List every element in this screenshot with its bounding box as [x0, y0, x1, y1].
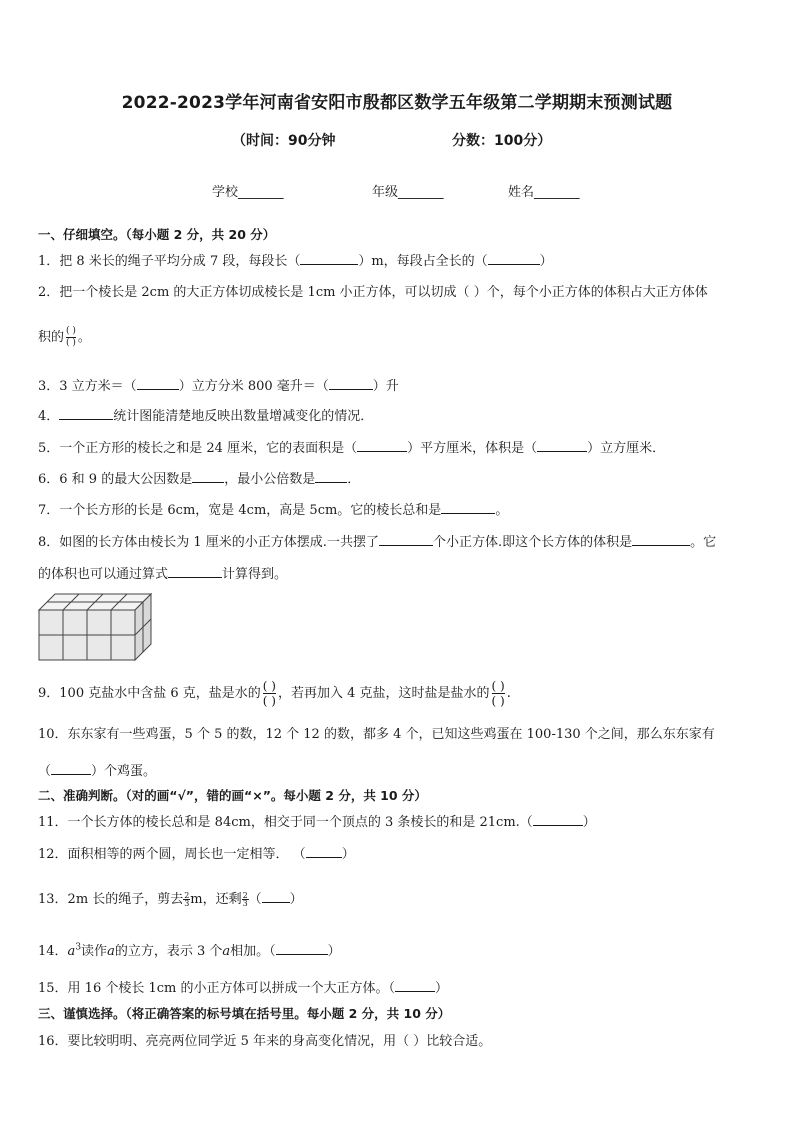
q6-text-a: 6．6 和 9 的最大公因数是 [38, 472, 193, 487]
q14-text-a: 14． [38, 944, 68, 959]
grade-field: 年级_______ [372, 185, 444, 200]
q8-blank-1 [379, 533, 433, 546]
q2-text-c: 。 [77, 330, 91, 345]
question-13 [38, 888, 303, 907]
q13-fraction-2 [242, 892, 249, 907]
q14-var-b: a [107, 944, 115, 959]
question-3 [38, 375, 399, 394]
q4-blank [59, 407, 113, 420]
q7-text-a: 7．一个长方形的长是 6cm，宽是 4cm，高是 5cm。它的棱长总和是 [38, 503, 442, 518]
q5-text-b: ）平方厘米，体积是（ [407, 441, 538, 456]
question-4 [38, 405, 373, 424]
q14-var-c: a [222, 944, 231, 959]
section-heading-3: 三、谨慎选择。（将正确答案的标号填在括号里。每小题 2 分，共 10 分） [38, 1006, 451, 1021]
q1-blank-1 [300, 252, 358, 265]
q9-frac1-num: ( ) [262, 679, 276, 693]
question-8 [38, 531, 716, 550]
q7-blank [441, 501, 495, 514]
question-5 [38, 437, 665, 456]
q9-fraction-2 [492, 680, 505, 707]
q8-text-b: 个小正方体.即这个长方体的体积是 [432, 535, 633, 550]
question-9 [38, 680, 511, 707]
q9-frac2-den: ( ) [491, 694, 505, 708]
name-field: 姓名_______ [508, 185, 580, 200]
time-limit: （时间：90分钟 [232, 133, 336, 149]
q3-text-c: ）升 [372, 379, 399, 394]
q15-text-a: 15．用 16 个棱长 1cm 的小正方体可以拼成一个大正方体。（ [38, 981, 395, 996]
question-2: 2．把一个棱长是 2cm 的大正方体切成棱长是 1cm 小正方体，可以切成（ ）个，每个小正方体的体积占大正方体体 [38, 285, 708, 300]
q1-text-b: ）m，每段占全长的（ [358, 254, 488, 269]
q10-text-b: （ [38, 764, 52, 779]
q14-text-c: 的立方，表示 3 个 [114, 944, 223, 959]
q1-text-c: ） [539, 254, 553, 269]
q15-text-b: ） [435, 981, 449, 996]
q14-text-d: 相加。（ [230, 944, 276, 959]
q8-blank-2 [632, 533, 690, 546]
q8-blank-3 [168, 565, 222, 578]
q2-frac-den: ( ) [66, 338, 76, 348]
q12-text-a: 12．面积相等的两个圆，周长也一定相等． （ [38, 847, 306, 862]
q7-text-b: 。 [495, 503, 509, 518]
total-score: 分数：100分） [452, 133, 552, 149]
q9-text-a: 9．100 克盐水中含盐 6 克，盐是水的 [38, 686, 261, 701]
q13-frac1-num: 2 [184, 890, 190, 900]
q13-frac1-den: 3 [184, 899, 190, 908]
q13-text-b: m，还剩 [190, 892, 242, 907]
question-7 [38, 499, 508, 518]
q2-fraction [66, 327, 76, 348]
question-1 [38, 250, 553, 269]
q6-blank-1 [192, 470, 224, 483]
q11-text-b: ） [582, 815, 596, 830]
q13-text-c: （ [248, 892, 262, 907]
q12-blank [306, 845, 342, 858]
q3-text-b: ）立方分米 800 毫升＝（ [178, 379, 329, 394]
q3-text-a: 3．3 立方米＝（ [38, 379, 137, 394]
q3-blank-1 [137, 377, 179, 390]
q3-blank-2 [329, 377, 373, 390]
q2-frac-num: ( ) [66, 326, 76, 336]
question-16: 16．要比较明明、亮亮两位同学近 5 年来的身高变化情况，用（ ）比较合适。 [38, 1034, 492, 1049]
q1-text-a: 1．把 8 米长的绳子平均分成 7 段，每段长（ [38, 254, 301, 269]
question-11 [38, 811, 596, 830]
question-6 [38, 468, 360, 487]
q9-frac1-den: ( ) [262, 694, 276, 708]
cuboid-figure [38, 592, 152, 662]
q11-blank [533, 813, 583, 826]
q6-blank-2 [315, 470, 347, 483]
question-2-cont [38, 326, 91, 348]
section-heading-2: 二、准确判断。（对的画“√”，错的画“×”。每小题 2 分，共 10 分） [38, 788, 427, 803]
q2-text-b: 积的 [38, 330, 65, 345]
q8-text-d: 的体积也可以通过算式 [38, 567, 169, 582]
q10-text-c: ）个鸡蛋。 [91, 764, 157, 779]
q5-text-c: ）立方厘米． [587, 441, 666, 456]
q9-frac2-num: ( ) [491, 679, 505, 693]
q14-text-b: 读作 [81, 944, 108, 959]
q12-text-b: ） [341, 847, 355, 862]
q6-text-c: ． [347, 472, 361, 487]
q14-exponent: 3 [75, 942, 82, 953]
q9-text-b: ，若再加入 4 克盐，这时盐是盐水的 [277, 686, 490, 701]
q9-fraction-1 [263, 680, 276, 707]
q5-blank-2 [537, 439, 587, 452]
q1-blank-2 [488, 252, 540, 265]
q13-frac2-num: 2 [242, 890, 248, 900]
section-heading-1: 一、仔细填空。（每小题 2 分，共 20 分） [38, 227, 276, 242]
question-15 [38, 977, 448, 996]
question-10: 10．东东家有一些鸡蛋，5 个 5 的数，12 个 12 的数，都多 4 个，已知这些鸡蛋在 100-130 个之间，那么东东家有 [38, 727, 715, 742]
q8-text-c: 。它 [690, 535, 717, 550]
q13-blank [262, 890, 290, 903]
q13-text-a: 13．2m 长的绳子，剪去 [38, 892, 184, 907]
q14-blank [276, 942, 328, 955]
q5-blank-1 [357, 439, 407, 452]
exam-title: 2022-2023学年河南省安阳市殷都区数学五年级第二学期期末预测试题 [121, 93, 673, 113]
q6-text-b: ，最小公倍数是 [224, 472, 316, 487]
q8-text-e: 计算得到。 [222, 567, 288, 582]
school-field: 学校_______ [212, 185, 284, 200]
q10-blank [51, 762, 91, 775]
question-10-cont [38, 760, 156, 779]
q4-text-a: 4． [38, 409, 60, 424]
question-8-cont [38, 563, 287, 582]
question-12 [38, 843, 355, 862]
q13-frac2-den: 3 [242, 899, 248, 908]
q8-text-a: 8．如图的长方体由棱长为 1 厘米的小正方体摆成.一共摆了 [38, 535, 379, 550]
q14-text-e: ） [327, 944, 341, 959]
q13-text-d: ） [289, 892, 303, 907]
q5-text-a: 5．一个正方形的棱长之和是 24 厘米，它的表面积是（ [38, 441, 358, 456]
q14-var-a: a [67, 944, 76, 959]
q15-blank [395, 979, 435, 992]
q4-text-b: 统计图能清楚地反映出数量增减变化的情况． [113, 409, 374, 424]
q9-text-c: . [506, 686, 511, 701]
q11-text-a: 11．一个长方体的棱长总和是 84cm，相交于同一个顶点的 3 条棱长的和是 21cm.（ [38, 815, 533, 830]
question-14 [38, 940, 341, 959]
